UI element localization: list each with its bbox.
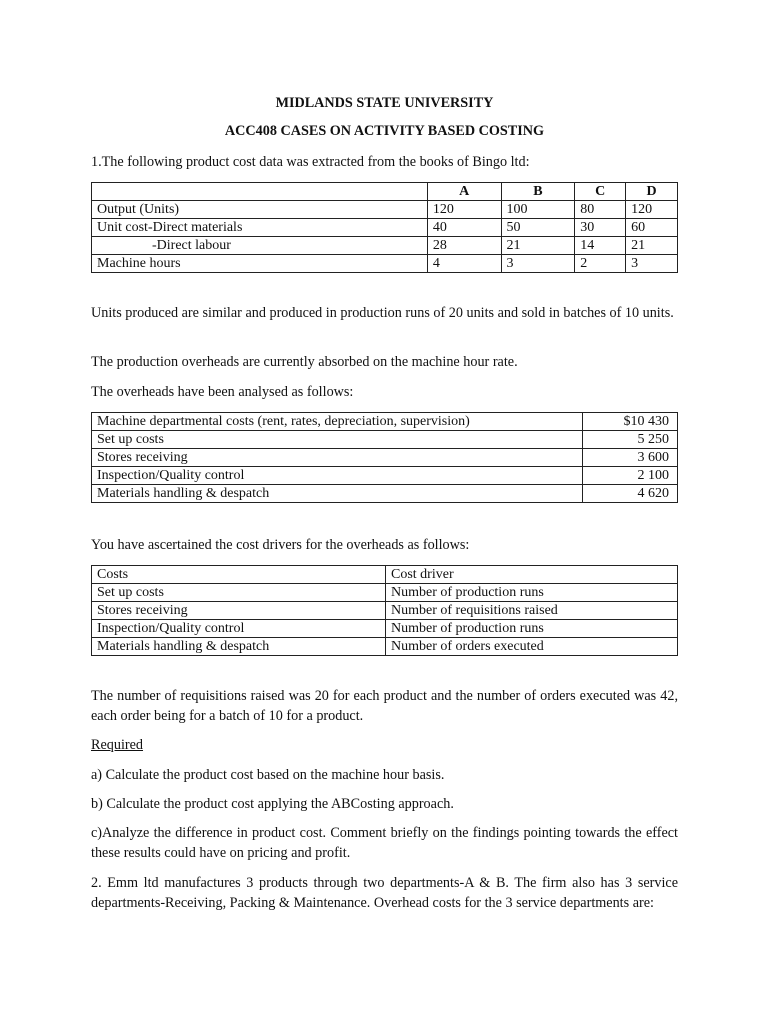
table-cell: Number of requisitions raised [386,602,678,620]
table-cell: Unit cost-Direct materials [92,219,428,237]
table-row [92,237,678,255]
table-cell: Stores receiving [92,602,386,620]
table-cell: 120 [427,201,501,219]
table-header-cell: D [626,183,678,201]
table-cell: 3 [501,255,575,273]
table-header-row [92,183,678,201]
table-cell: 5 250 [583,431,678,449]
table-cell: 3 600 [583,449,678,467]
product-cost-table [91,182,678,273]
table-row [92,566,678,584]
table-header-cell: C [575,183,626,201]
table-row [92,584,678,602]
table-row [92,485,678,503]
table-cell: Set up costs [92,584,386,602]
university-title: MIDLANDS STATE UNIVERSITY [275,95,494,111]
table-cell: Set up costs [92,431,583,449]
table-cell: 28 [427,237,501,255]
table-cell: 100 [501,201,575,219]
table-cell: Costs [92,566,386,584]
table-cell: Number of production runs [386,584,678,602]
table-cell: Number of production runs [386,620,678,638]
table-row [92,638,678,656]
table-header-cell: A [427,183,501,201]
table-row [92,431,678,449]
table-cell: 120 [626,201,678,219]
table-cell: Machine departmental costs (rent, rates, depreciation, supervision) [92,413,583,431]
cost-drivers-table [91,565,678,656]
table-cell: 4 620 [583,485,678,503]
table-cell: 40 [427,219,501,237]
table-cell: Inspection/Quality control [92,620,386,638]
paragraph-production-runs: Units produced are similar and produced in production runs of 20 units and sold in batches of 10 units. [91,305,674,321]
table-cell: 21 [501,237,575,255]
course-title: ACC408 CASES ON ACTIVITY BASED COSTING [224,123,545,139]
paragraph-requisitions: The number of requisitions raised was 20 for each product and the number of orders executed was 42, each order being for a batch of 10 for a product. [91,688,678,724]
table-cell: Cost driver [386,566,678,584]
table-cell: 4 [427,255,501,273]
table-cell: Materials handling & despatch [92,485,583,503]
table-cell: -Direct labour [92,237,428,255]
table-row [92,467,678,485]
table-cell: Machine hours [92,255,428,273]
table-cell: 14 [575,237,626,255]
table-header-cell: B [501,183,575,201]
table-cell: 3 [626,255,678,273]
paragraph-overhead-absorption: The production overheads are currently absorbed on the machine hour rate. [91,354,518,370]
paragraph-cost-drivers: You have ascertained the cost drivers for the overheads as follows: [91,537,470,553]
table-cell: 60 [626,219,678,237]
overheads-table [91,412,678,503]
table-row [92,620,678,638]
paragraph-overheads-analysed: The overheads have been analysed as follows: [91,384,354,400]
table-cell: $10 430 [583,413,678,431]
table-row [92,602,678,620]
required-heading: Required [91,737,144,753]
table-cell: 50 [501,219,575,237]
table-row [92,201,678,219]
table-cell: 2 [575,255,626,273]
question-b: b) Calculate the product cost applying the ABCosting approach. [91,796,454,812]
table-cell: 21 [626,237,678,255]
table-cell: Materials handling & despatch [92,638,386,656]
question-a: a) Calculate the product cost based on the machine hour basis. [91,767,445,783]
table-cell: Inspection/Quality control [92,467,583,485]
table-cell: 30 [575,219,626,237]
question-2: 2. Emm ltd manufactures 3 products through two departments-A & B. The firm also has 3 service departments-Receiving, Packing & Maintenance. Overhead costs for the 3 service departments are: [91,875,678,911]
table-row [92,449,678,467]
table-row [92,255,678,273]
question-1-intro: 1.The following product cost data was extracted from the books of Bingo ltd: [91,154,530,170]
table-cell: Number of orders executed [386,638,678,656]
table-cell: 2 100 [583,467,678,485]
table-cell: Output (Units) [92,201,428,219]
table-row [92,219,678,237]
table-cell: Stores receiving [92,449,583,467]
question-c: c)Analyze the difference in product cost. Comment briefly on the findings pointing towards the effect these results could have on pricing and profit. [91,825,678,861]
table-header-cell [92,183,428,201]
table-cell: 80 [575,201,626,219]
table-row [92,413,678,431]
